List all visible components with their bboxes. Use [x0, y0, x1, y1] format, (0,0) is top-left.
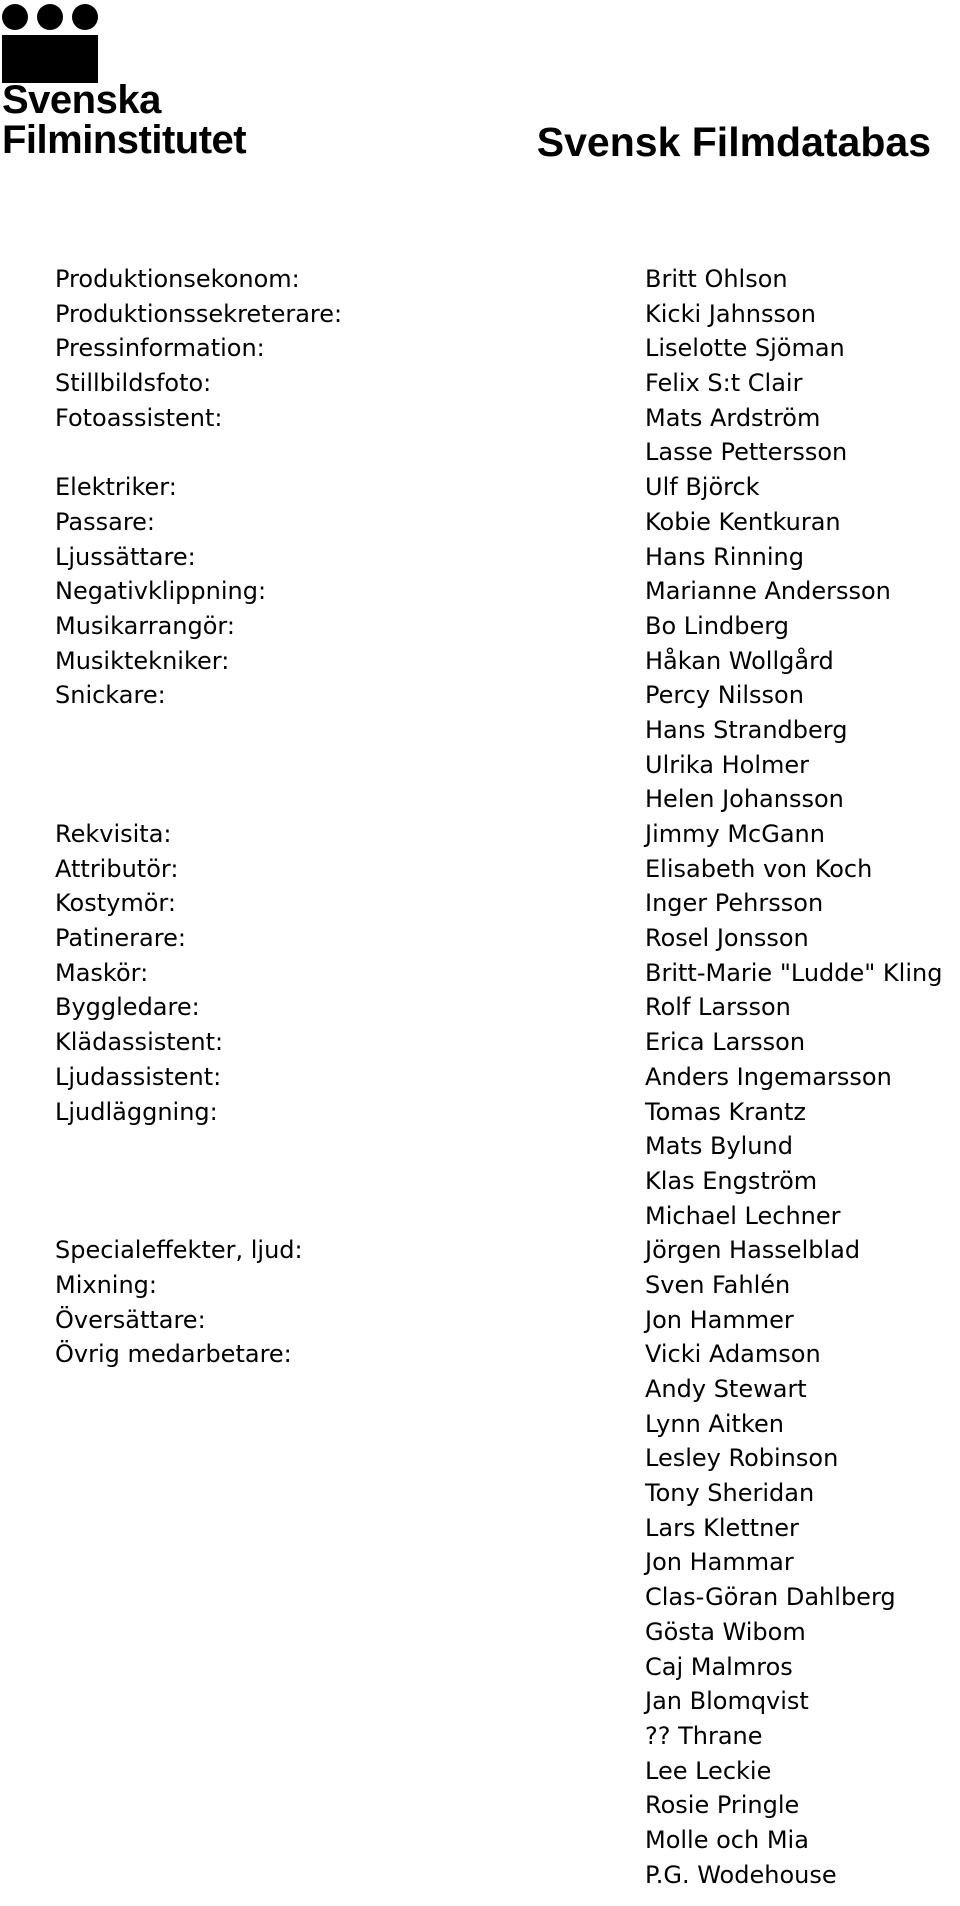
credit-name: Kobie Kentkuran	[645, 507, 841, 536]
credit-role: Mixning:	[55, 1270, 157, 1299]
logo-dot-icon	[72, 4, 98, 30]
logo-square-icon	[2, 35, 98, 83]
credit-row	[0, 1268, 960, 1303]
credit-name: Lasse Pettersson	[645, 438, 848, 467]
credit-name: Michael Lechner	[645, 1201, 841, 1230]
credit-name: Rosie Pringle	[645, 1791, 800, 1820]
credit-name: Jörgen Hasselblad	[645, 1236, 861, 1265]
credit-role: Stillbildsfoto:	[55, 369, 212, 398]
credit-row	[0, 886, 960, 921]
page-title: Svensk Filmdatabas	[536, 119, 931, 165]
credit-name: Erica Larsson	[645, 1028, 806, 1057]
credit-role: Musikarrangör:	[55, 611, 235, 640]
credit-name: Hans Rinning	[645, 542, 804, 571]
credit-role: Klädassistent:	[55, 1028, 224, 1057]
credit-row	[0, 331, 960, 366]
credit-role: Ljudassistent:	[55, 1062, 222, 1091]
credit-row	[0, 1511, 960, 1546]
credit-row	[0, 1823, 960, 1858]
credit-name: Ulrika Holmer	[645, 750, 809, 779]
credit-row	[0, 1303, 960, 1338]
credit-role: Övrig medarbetare:	[55, 1340, 292, 1369]
credit-row	[0, 990, 960, 1025]
credit-name: Jimmy McGann	[645, 820, 825, 848]
credit-name: Jon Hammar	[645, 1548, 794, 1577]
credit-name: Lynn Aitken	[645, 1409, 784, 1438]
credit-row	[0, 1164, 960, 1199]
logo-dot-icon	[37, 4, 63, 30]
credit-name: Mats Ardström	[645, 403, 821, 432]
credit-row	[0, 470, 960, 505]
credit-row	[0, 401, 960, 436]
credit-row	[0, 1650, 960, 1685]
credit-row	[0, 1129, 960, 1164]
credits-list	[0, 262, 960, 1892]
credit-name: Sven Fahlén	[645, 1270, 791, 1299]
credit-row	[0, 505, 960, 540]
logo-dot-icon	[2, 4, 28, 30]
credit-name: Mats Bylund	[645, 1132, 793, 1161]
logo-word-svenska: Svenska	[2, 78, 161, 122]
credit-role: Specialeffekter, ljud:	[55, 1236, 303, 1265]
credit-role: Ljudläggning:	[55, 1097, 218, 1126]
credit-row	[0, 713, 960, 748]
credit-name: Tomas Krantz	[645, 1097, 807, 1126]
credit-name: Håkan Wollgård	[645, 646, 834, 675]
credit-role: Elektriker:	[55, 473, 177, 502]
credit-row	[0, 1095, 960, 1130]
credit-name: Felix S:t Clair	[645, 369, 803, 398]
credit-row	[0, 1788, 960, 1823]
credit-role: Snickare:	[55, 681, 166, 710]
credit-name: Klas Engström	[645, 1166, 818, 1195]
credit-name: Molle och Mia	[645, 1825, 809, 1854]
credit-name: Jon Hammer	[645, 1305, 794, 1334]
credit-row	[0, 1025, 960, 1060]
credit-row	[0, 297, 960, 332]
credit-name: Britt-Marie "Ludde" Kling	[645, 958, 943, 987]
credit-role: Produktionsekonom:	[55, 265, 300, 293]
credit-row	[0, 262, 960, 297]
credit-row	[0, 366, 960, 401]
credit-name: Helen Johansson	[645, 785, 844, 814]
credit-row	[0, 1719, 960, 1754]
credit-name: Anders Ingemarsson	[645, 1062, 892, 1091]
credit-name: Rolf Larsson	[645, 993, 791, 1022]
credit-row	[0, 1337, 960, 1372]
credit-role: Fotoassistent:	[55, 403, 223, 432]
credit-name: Ulf Björck	[645, 473, 760, 502]
credit-row	[0, 609, 960, 644]
credit-name: Liselotte Sjöman	[645, 334, 845, 363]
credit-row	[0, 852, 960, 887]
credit-name: Clas-Göran Dahlberg	[645, 1583, 896, 1612]
credit-row	[0, 1858, 960, 1893]
credit-name: Rosel Jonsson	[645, 924, 809, 953]
logo-word-filminstitutet: Filminstitutet	[2, 118, 247, 162]
credit-name: Lars Klettner	[645, 1513, 799, 1542]
credit-role: Byggledare:	[55, 993, 200, 1022]
credit-row	[0, 1615, 960, 1650]
credit-role: Musiktekniker:	[55, 646, 230, 675]
credit-row	[0, 1476, 960, 1511]
credit-role: Patinerare:	[55, 924, 186, 953]
svenska-filminstitutet-logo	[0, 0, 260, 170]
credit-row	[0, 678, 960, 713]
credit-role: Maskör:	[55, 958, 149, 987]
credit-row	[0, 1199, 960, 1234]
credit-role: Passare:	[55, 507, 156, 536]
credit-row	[0, 540, 960, 575]
logo-mark-icon	[2, 4, 98, 76]
credit-role: Pressinformation:	[55, 334, 265, 363]
credit-name: Gösta Wibom	[645, 1617, 806, 1646]
credit-row	[0, 1441, 960, 1476]
credit-role: Attributör:	[55, 854, 179, 883]
credit-name: P.G. Wodehouse	[645, 1860, 837, 1889]
credit-role: Översättare:	[55, 1305, 206, 1334]
credit-role: Rekvisita:	[55, 820, 172, 848]
credit-role: Produktionssekreterare:	[55, 299, 343, 328]
credit-row	[0, 644, 960, 679]
credit-row	[0, 782, 960, 817]
credit-role: Kostymör:	[55, 889, 176, 918]
credit-name: Tony Sheridan	[645, 1479, 815, 1508]
credit-row	[0, 1684, 960, 1719]
credit-row	[0, 956, 960, 991]
credit-row	[0, 1407, 960, 1442]
credit-role: Ljussättare:	[55, 542, 196, 571]
credit-role: Negativklippning:	[55, 577, 267, 606]
credit-name: Inger Pehrsson	[645, 889, 824, 918]
credit-row	[0, 574, 960, 609]
credit-name: Hans Strandberg	[645, 715, 848, 744]
credit-name: Jan Blomqvist	[645, 1687, 809, 1716]
credit-name: Percy Nilsson	[645, 681, 804, 710]
credit-name: Britt Ohlson	[645, 265, 788, 293]
credit-row	[0, 1754, 960, 1789]
credit-name: Lee Leckie	[645, 1756, 772, 1785]
credit-name: Elisabeth von Koch	[645, 854, 873, 883]
credit-name: ?? Thrane	[645, 1721, 763, 1750]
credit-row	[0, 435, 960, 470]
credit-row	[0, 1545, 960, 1580]
credit-name: Marianne Andersson	[645, 577, 891, 606]
credit-name: Caj Malmros	[645, 1652, 793, 1681]
credit-row	[0, 1233, 960, 1268]
credit-name: Andy Stewart	[645, 1375, 807, 1403]
credit-name: Kicki Jahnsson	[645, 299, 816, 328]
credit-row	[0, 748, 960, 783]
credit-row	[0, 1372, 960, 1407]
credit-row	[0, 921, 960, 956]
credit-row	[0, 1060, 960, 1095]
credit-name: Bo Lindberg	[645, 611, 789, 640]
credit-row	[0, 1580, 960, 1615]
credit-name: Lesley Robinson	[645, 1444, 839, 1473]
credit-name: Vicki Adamson	[645, 1340, 821, 1369]
credit-row	[0, 817, 960, 852]
